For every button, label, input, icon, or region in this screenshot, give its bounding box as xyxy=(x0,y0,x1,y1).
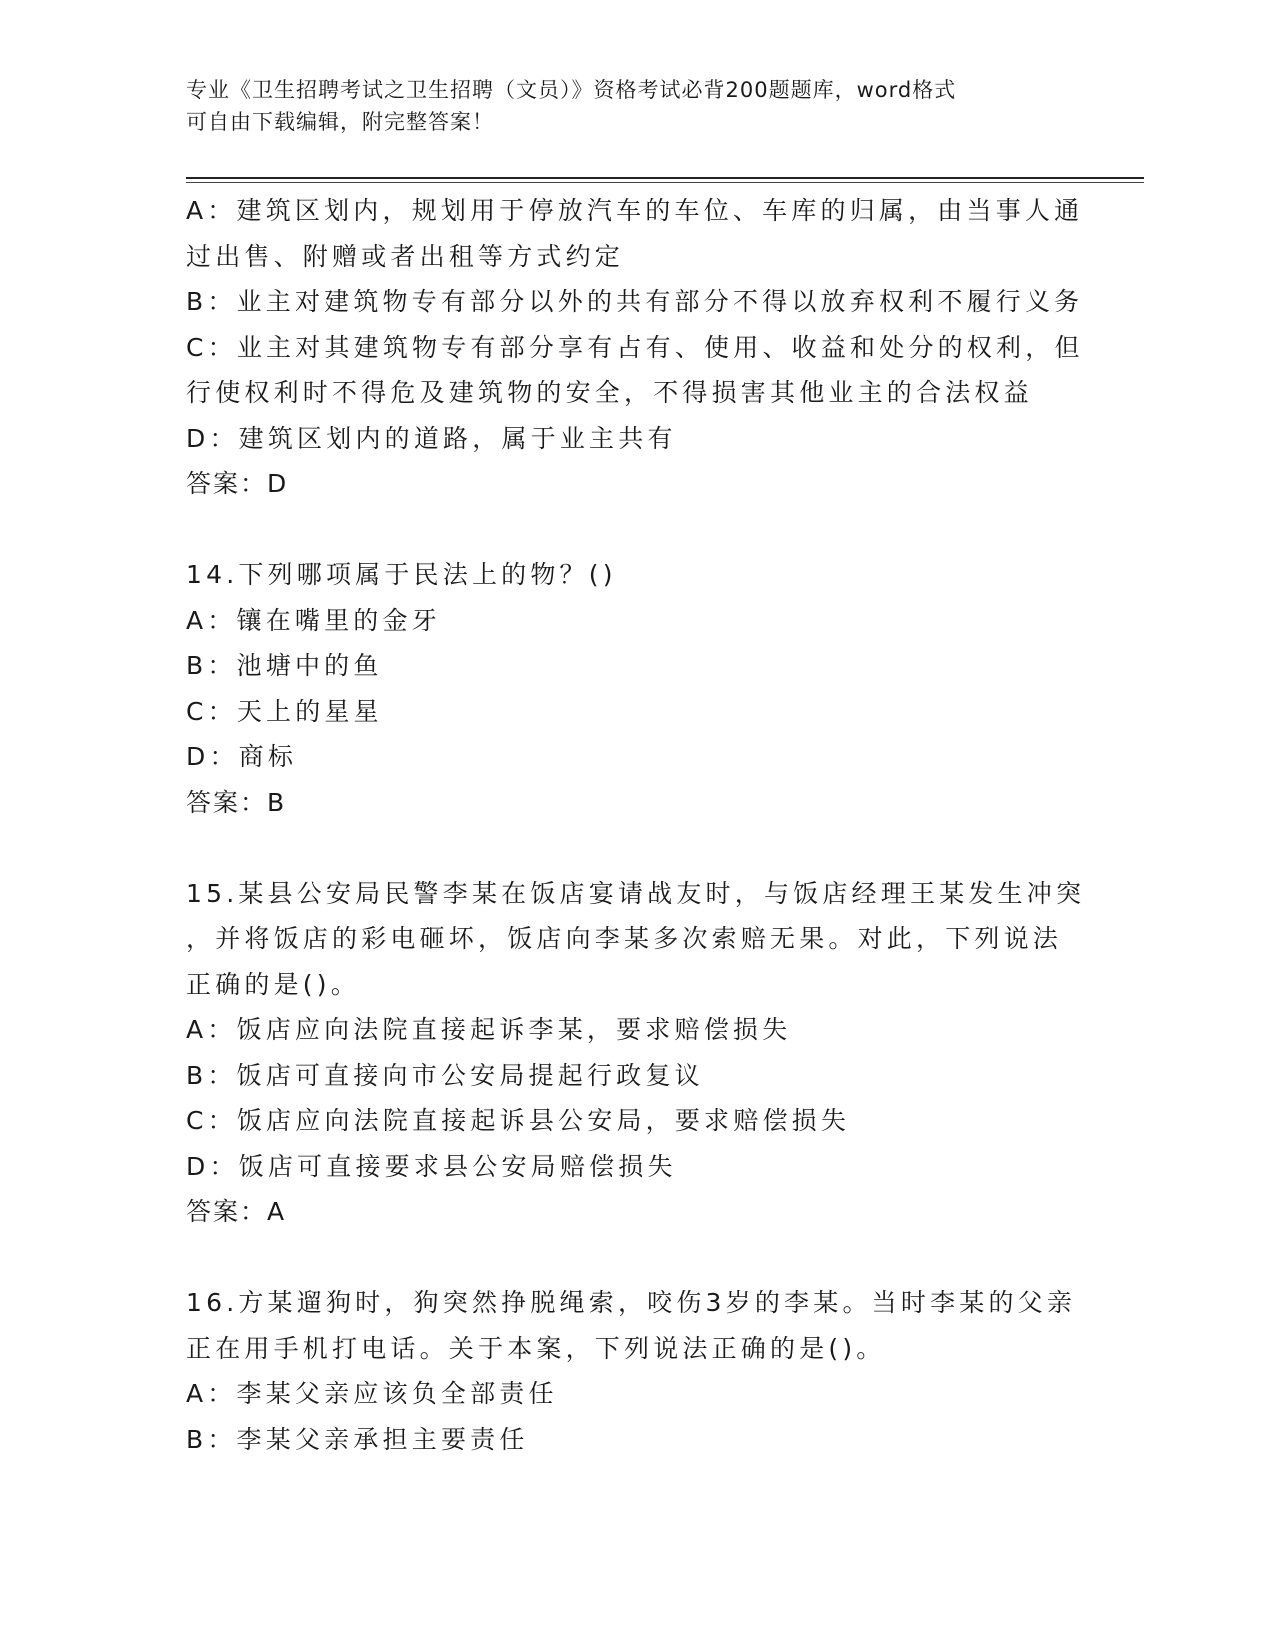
q15-option-d: D：饭店可直接要求县公安局赔偿损失 xyxy=(186,1151,677,1181)
q14-option-a: A：镶在嘴里的金牙 xyxy=(186,605,441,635)
header-title-line-2: 可自由下载编辑，附完整答案！ xyxy=(186,110,494,134)
q14-answer: 答案：B xyxy=(186,787,287,817)
header-divider-thick xyxy=(186,177,1144,179)
q14-option-c: C：天上的星星 xyxy=(186,696,383,726)
q16-option-b: B：李某父亲承担主要责任 xyxy=(186,1424,529,1454)
q13-option-c-line-2: 行使权利时不得危及建筑物的安全，不得损害其他业主的合法权益 xyxy=(186,378,1033,407)
q15-question-line-3: 正确的是()。 xyxy=(186,969,360,999)
q15-question-line-2: ，并将饭店的彩电砸坏，饭店向李某多次索赔无果。对此，下列说法 xyxy=(186,924,1063,953)
document-body xyxy=(186,188,1086,1462)
q13-option-a-line-1: A：建筑区划内，规划用于停放汽车的车位、车库的归属，由当事人通 xyxy=(186,196,1084,225)
q16-option-a: A：李某父亲应该负全部责任 xyxy=(186,1379,558,1408)
q14-option-b: B：池塘中的鱼 xyxy=(186,651,383,680)
question-13-block xyxy=(186,188,1086,507)
spacer xyxy=(186,825,1086,871)
q13-option-c-line-1: C：业主对其建筑物专有部分享有占有、使用、收益和处分的权利，但 xyxy=(186,332,1084,362)
q15-question-line-1: 15.某县公安局民警李某在饭店宴请战友时，与饭店经理王某发生冲突 xyxy=(186,878,1086,908)
q16-question-line-1: 16.方某遛狗时，狗突然挣脱绳索，咬伤3岁的李某。当时李某的父亲 xyxy=(186,1288,1077,1317)
spacer xyxy=(186,507,1086,553)
question-15-block xyxy=(186,871,1086,1235)
q14-option-d: D：商标 xyxy=(186,742,298,771)
q13-option-a-line-2: 过出售、附赠或者出租等方式约定 xyxy=(186,241,625,271)
header-divider-thin xyxy=(186,182,1144,183)
spacer xyxy=(186,1235,1086,1281)
question-16-block xyxy=(186,1280,1086,1462)
q15-option-a: A：饭店应向法院直接起诉李某，要求赔偿损失 xyxy=(186,1015,792,1044)
q15-answer: 答案：A xyxy=(186,1197,287,1226)
q14-question: 14.下列哪项属于民法上的物？() xyxy=(186,560,617,589)
question-14-block xyxy=(186,552,1086,825)
q15-option-c: C：饭店应向法院直接起诉县公安局，要求赔偿损失 xyxy=(186,1106,851,1135)
document-header xyxy=(186,74,1066,138)
q13-option-d: D：建筑区划内的道路，属于业主共有 xyxy=(186,423,677,453)
q16-question-line-2: 正在用手机打电话。关于本案，下列说法正确的是()。 xyxy=(186,1333,886,1363)
q15-option-b: B：饭店可直接向市公安局提起行政复议 xyxy=(186,1060,704,1090)
q13-option-b: B：业主对建筑物专有部分以外的共有部分不得以放弃权利不履行义务 xyxy=(186,287,1084,316)
q13-answer: 答案：D xyxy=(186,469,289,498)
header-title-line-1: 专业《卫生招聘考试之卫生招聘（文员）》资格考试必背200题题库，word格式 xyxy=(186,78,957,102)
